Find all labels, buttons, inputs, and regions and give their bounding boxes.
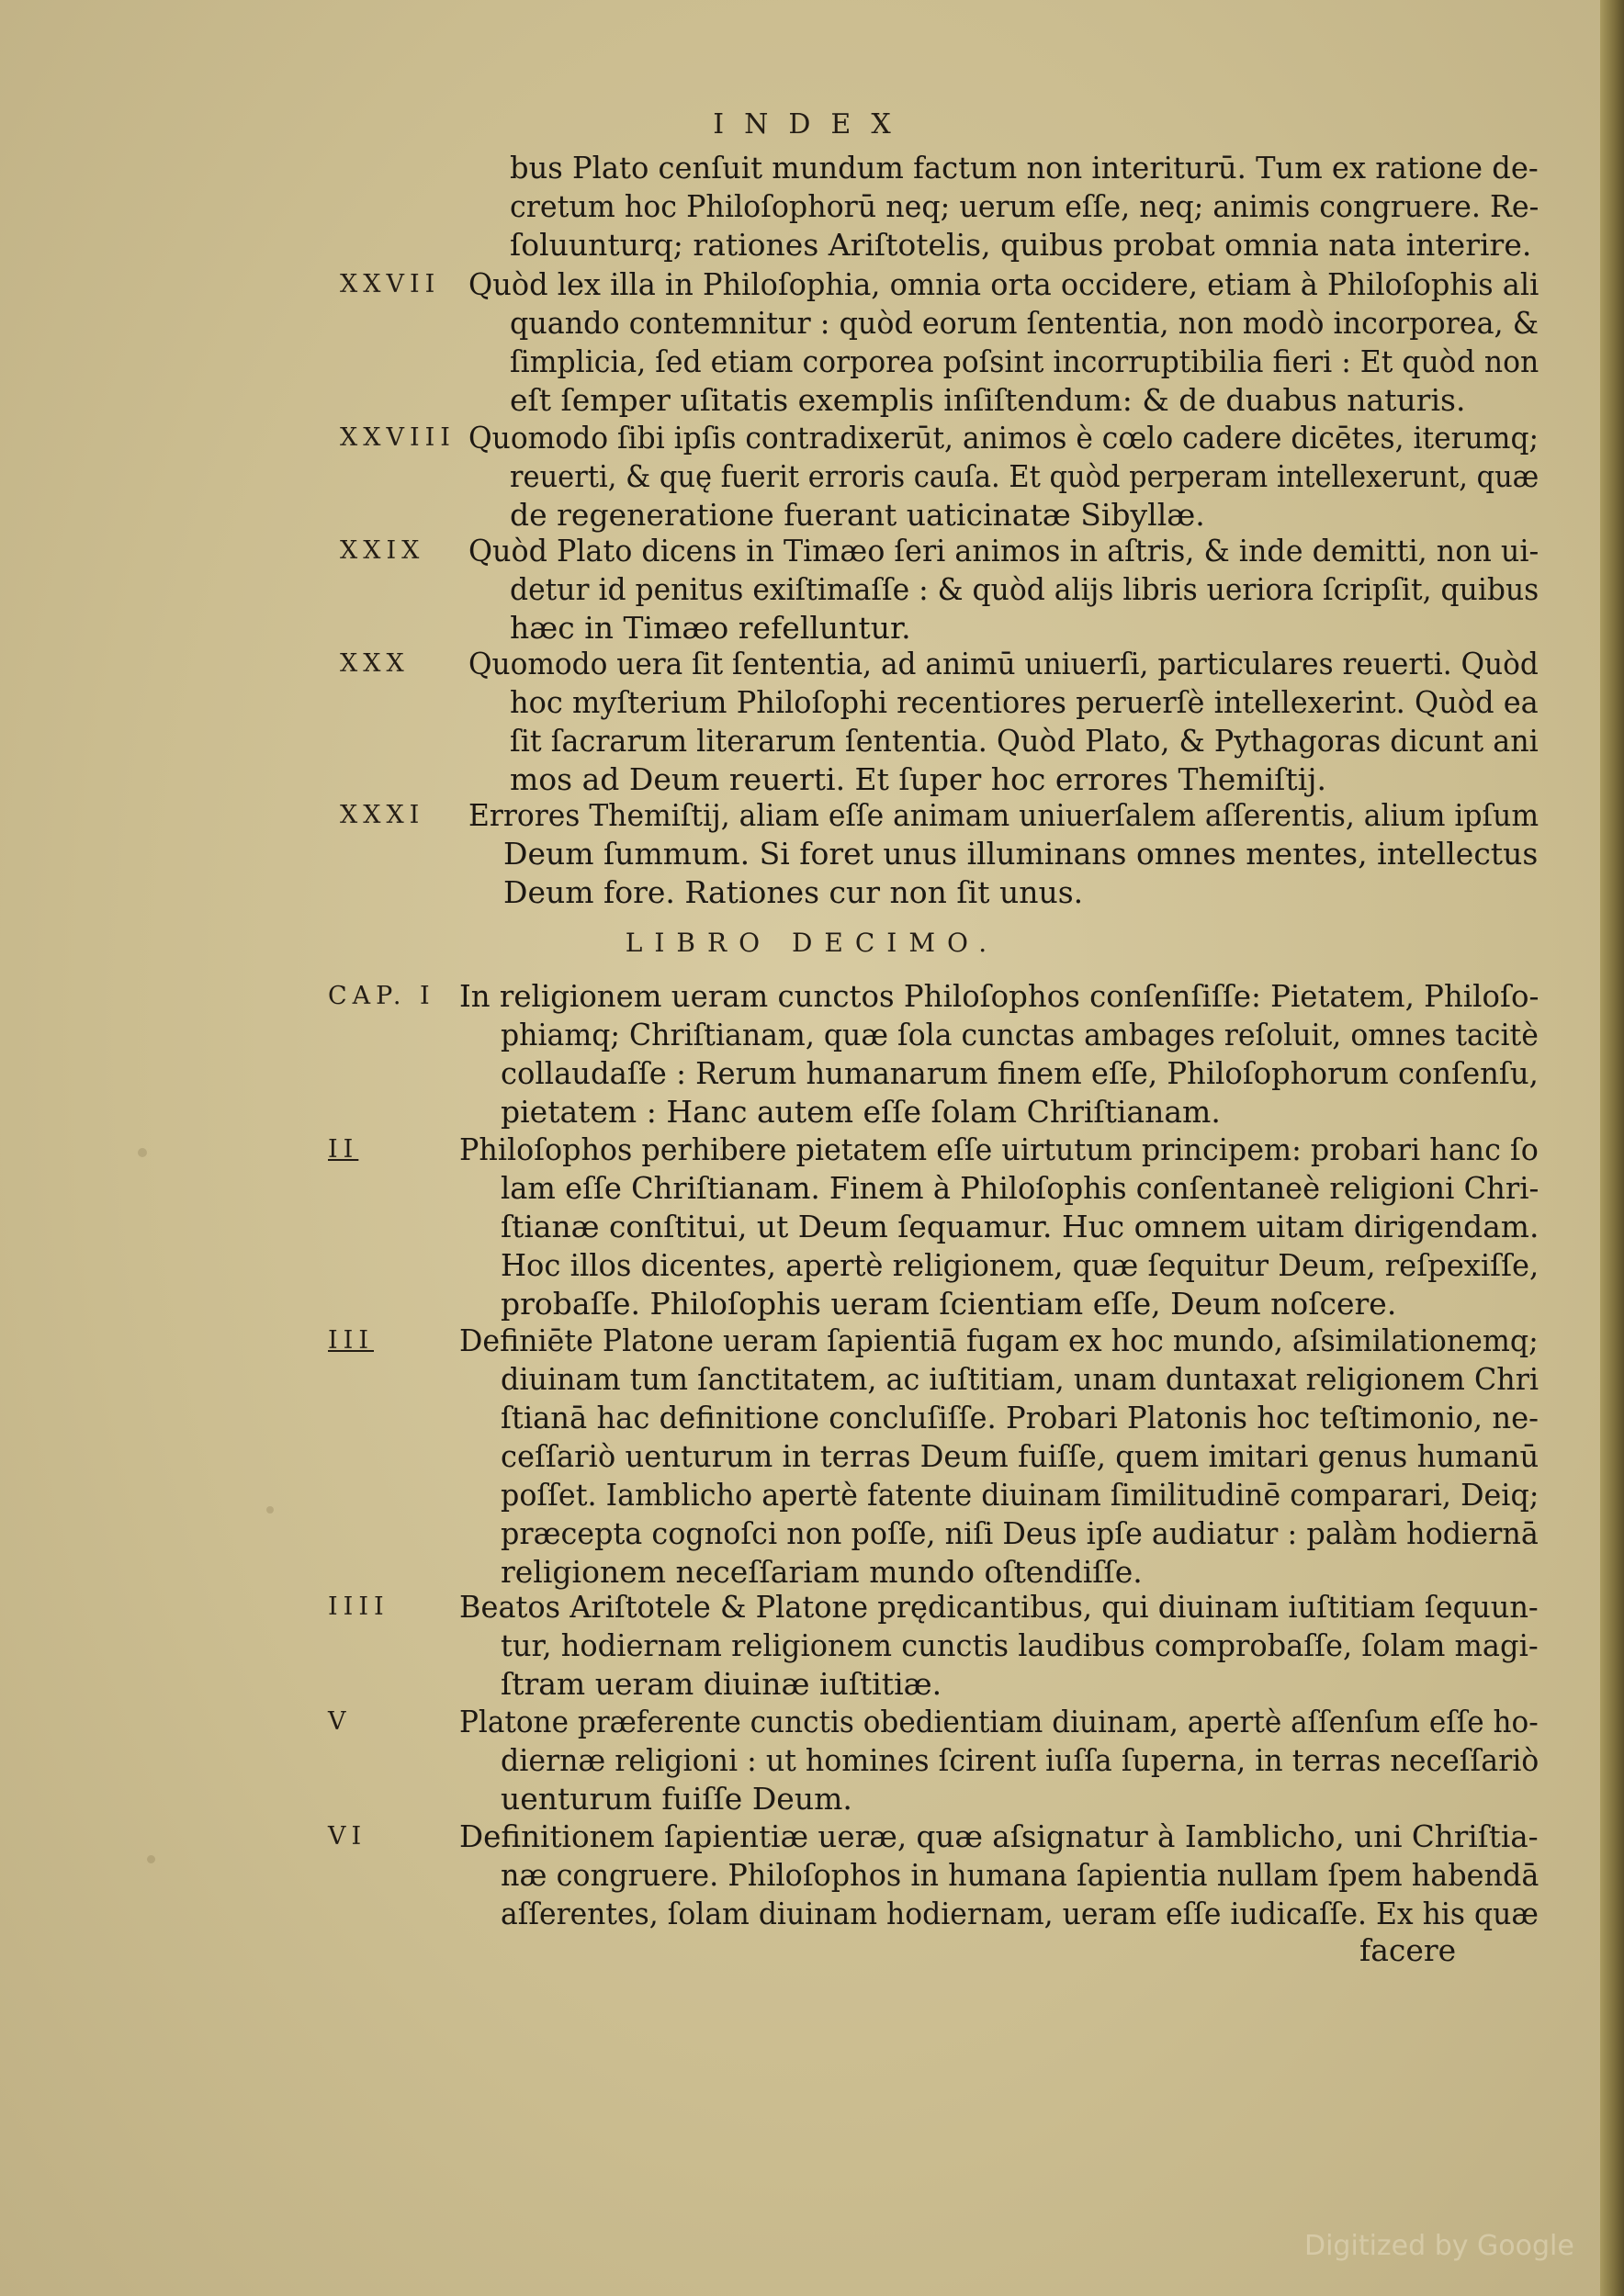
entry-line: religionem neceſſariam mundo oſtendiſſe. bbox=[501, 1554, 1143, 1590]
entry-line: ſtianā hac definitione concluſiſſe. Probari Platonis hoc teſtimonio, ne- bbox=[501, 1400, 1539, 1435]
chapter-number: IIII bbox=[328, 1593, 389, 1621]
entry-line: Definiēte Platone ueram ſapientiā fugam ex hoc mundo, aſsimilationemq; bbox=[459, 1322, 1539, 1358]
entry-line: quando contemnitur : quòd eorum ſententia, non modò incorporea, & bbox=[510, 305, 1539, 341]
entry-line: præcepta cognoſci non poſſe, niſi Deus ipſe audiatur : palàm hodiernā bbox=[501, 1515, 1539, 1551]
entry-line: Quòd lex illa in Philoſophia, omnia orta occidere, etiam à Philoſophis ali bbox=[468, 266, 1539, 302]
entry-line: de regeneratione fuerant uaticinatæ Sibyllæ. bbox=[510, 497, 1205, 533]
entry-line: ceſſariò uenturum in terras Deum fuiſſe, quem imitari genus humanū bbox=[501, 1438, 1539, 1474]
entry-line: lam eſſe Chriſtianam. Finem à Philoſophis conſentaneè religioni Chri- bbox=[501, 1170, 1539, 1206]
entry-line: bus Plato cenſuit mundum factum non interiturū. Tum ex ratione de- bbox=[510, 150, 1539, 186]
entry-line: diuinam tum ſanctitatem, ac iuſtitiam, unam duntaxat religionem Chri bbox=[501, 1361, 1539, 1397]
chapter-number: VI bbox=[328, 1822, 367, 1851]
entry-line: ſtram ueram diuinæ iuſtitiæ. bbox=[501, 1666, 942, 1702]
entry-line: In religionem ueram cunctos Philoſophos conſenſiſſe: Pietatem, Philoſo- bbox=[459, 978, 1539, 1014]
entry-line: Hoc illos dicentes, apertè religionem, quæ ſequitur Deum, reſpexiſſe, bbox=[501, 1247, 1539, 1283]
chapter-number: III bbox=[328, 1326, 374, 1355]
entry-line: ſoluunturq; rationes Ariſtotelis, quibus probat omnia nata interire. bbox=[510, 227, 1532, 263]
entry-line: reuerti, & quę fuerit erroris cauſa. Et quòd perperam intellexerunt, quæ bbox=[510, 458, 1539, 494]
entry-line: Beatos Ariſtotele & Platone prędicantibus, qui diuinam iuſtitiam ſequun- bbox=[459, 1589, 1539, 1625]
entry-line: Philoſophos perhibere pietatem eſſe uirtutum principem: probari hanc ſo bbox=[459, 1131, 1539, 1167]
entry-line: pietatem : Hanc autem eſſe ſolam Chriſtianam. bbox=[501, 1094, 1221, 1130]
section-title: LIBRO DECIMO. bbox=[625, 928, 999, 958]
entry-line: næ congruere. Philoſophos in humana ſapientia nullam ſpem habendā bbox=[501, 1857, 1539, 1893]
entry-line: tur, hodiernam religionem cunctis laudibus comprobaſſe, ſolam magi- bbox=[501, 1627, 1539, 1663]
entry-line: hoc myſterium Philoſophi recentiores peruerſè intellexerint. Quòd ea bbox=[510, 684, 1539, 720]
chapter-number: XXIX bbox=[340, 536, 425, 565]
entry-line: hæc in Timæo refelluntur. bbox=[510, 610, 911, 646]
entry-line: Quomodo ſibi ipſis contradixerūt, animos è cœlo cadere dicētes, iterumq; bbox=[468, 420, 1539, 456]
ink-speck bbox=[138, 1148, 147, 1157]
entry-line: uenturum fuiſſe Deum. bbox=[501, 1781, 852, 1817]
entry-line: Errores Themiſtij, aliam eſſe animam uniuerſalem aſſerentis, alium ipſum bbox=[468, 797, 1539, 833]
catchword: facere bbox=[1359, 1932, 1457, 1968]
entry-line: Definitionem ſapientiæ ueræ, quæ aſsignatur à Iamblicho, uni Chriſtia- bbox=[459, 1818, 1539, 1854]
chapter-number: II bbox=[328, 1135, 359, 1164]
chapter-number: XXXI bbox=[340, 801, 425, 829]
entry-line: Quomodo uera ſit ſententia, ad animū uniuerſi, particulares reuerti. Quòd bbox=[468, 646, 1539, 681]
entry-line: diernæ religioni : ut homines ſcirent iuſſa ſuperna, in terras neceſſariò bbox=[501, 1742, 1539, 1778]
chapter-number: XXVII bbox=[340, 270, 441, 298]
entry-line: probaſſe. Philoſophis ueram ſcientiam eſſe, Deum noſcere. bbox=[501, 1286, 1397, 1322]
entry-line: collaudaſſe : Rerum humanarum finem eſſe, Philoſophorum conſenſu, bbox=[501, 1055, 1539, 1091]
entry-line: mos ad Deum reuerti. Et ſuper hoc errores Themiſtij. bbox=[510, 761, 1326, 797]
entry-line: Quòd Plato dicens in Timæo ſeri animos in aſtris, & inde demitti, non ui- bbox=[468, 533, 1539, 568]
ink-speck bbox=[147, 1855, 155, 1863]
entry-line: aſſerentes, ſolam diuinam hodiernam, ueram eſſe iudicaſſe. Ex his quæ bbox=[501, 1896, 1539, 1931]
entry-line: ſtianæ conſtitui, ut Deum ſequamur. Huc omnem uitam dirigendam. bbox=[501, 1209, 1539, 1244]
chapter-number: XXX bbox=[340, 649, 410, 678]
digitized-watermark: Digitized by Google bbox=[1304, 2230, 1574, 2262]
chapter-number: CAP. I bbox=[328, 982, 435, 1010]
entry-line: ſit ſacrarum literarum ſententia. Quòd Plato, & Pythagoras dicunt ani bbox=[510, 723, 1539, 759]
chapter-number: XXVIII bbox=[340, 423, 456, 452]
ink-speck bbox=[266, 1506, 274, 1514]
running-header: INDEX bbox=[713, 108, 911, 141]
entry-line: Platone præferente cunctis obedientiam diuinam, apertè aſſenſum eſſe ho- bbox=[459, 1704, 1539, 1739]
entry-line: detur id penitus exiſtimaſſe : & quòd alijs libris ueriora ſcripſit, quibus bbox=[510, 571, 1539, 607]
page-edge-shadow bbox=[1600, 0, 1624, 2296]
entry-line: ſimplicia, ſed etiam corporea poſsint incorruptibilia fieri : Et quòd non bbox=[510, 343, 1539, 379]
entry-line: poſſet. Iamblicho apertè fatente diuinam ſimilitudinē comparari, Deiq; bbox=[501, 1477, 1539, 1513]
entry-line: eſt ſemper uſitatis exemplis inſiſtendum: & de duabus naturis. bbox=[510, 382, 1466, 418]
chapter-number: V bbox=[328, 1707, 352, 1736]
entry-line: phiamq; Chriſtianam, quæ ſola cunctas ambages reſoluit, omnes tacitè bbox=[501, 1017, 1539, 1052]
entry-line: Deum fore. Rationes cur non ſit unus. bbox=[503, 874, 1084, 910]
entry-line: cretum hoc Philoſophorū neq; uerum eſſe, neq; animis congruere. Re- bbox=[510, 188, 1539, 224]
entry-line: Deum ſummum. Si foret unus illuminans omnes mentes, intellectus bbox=[503, 836, 1539, 872]
